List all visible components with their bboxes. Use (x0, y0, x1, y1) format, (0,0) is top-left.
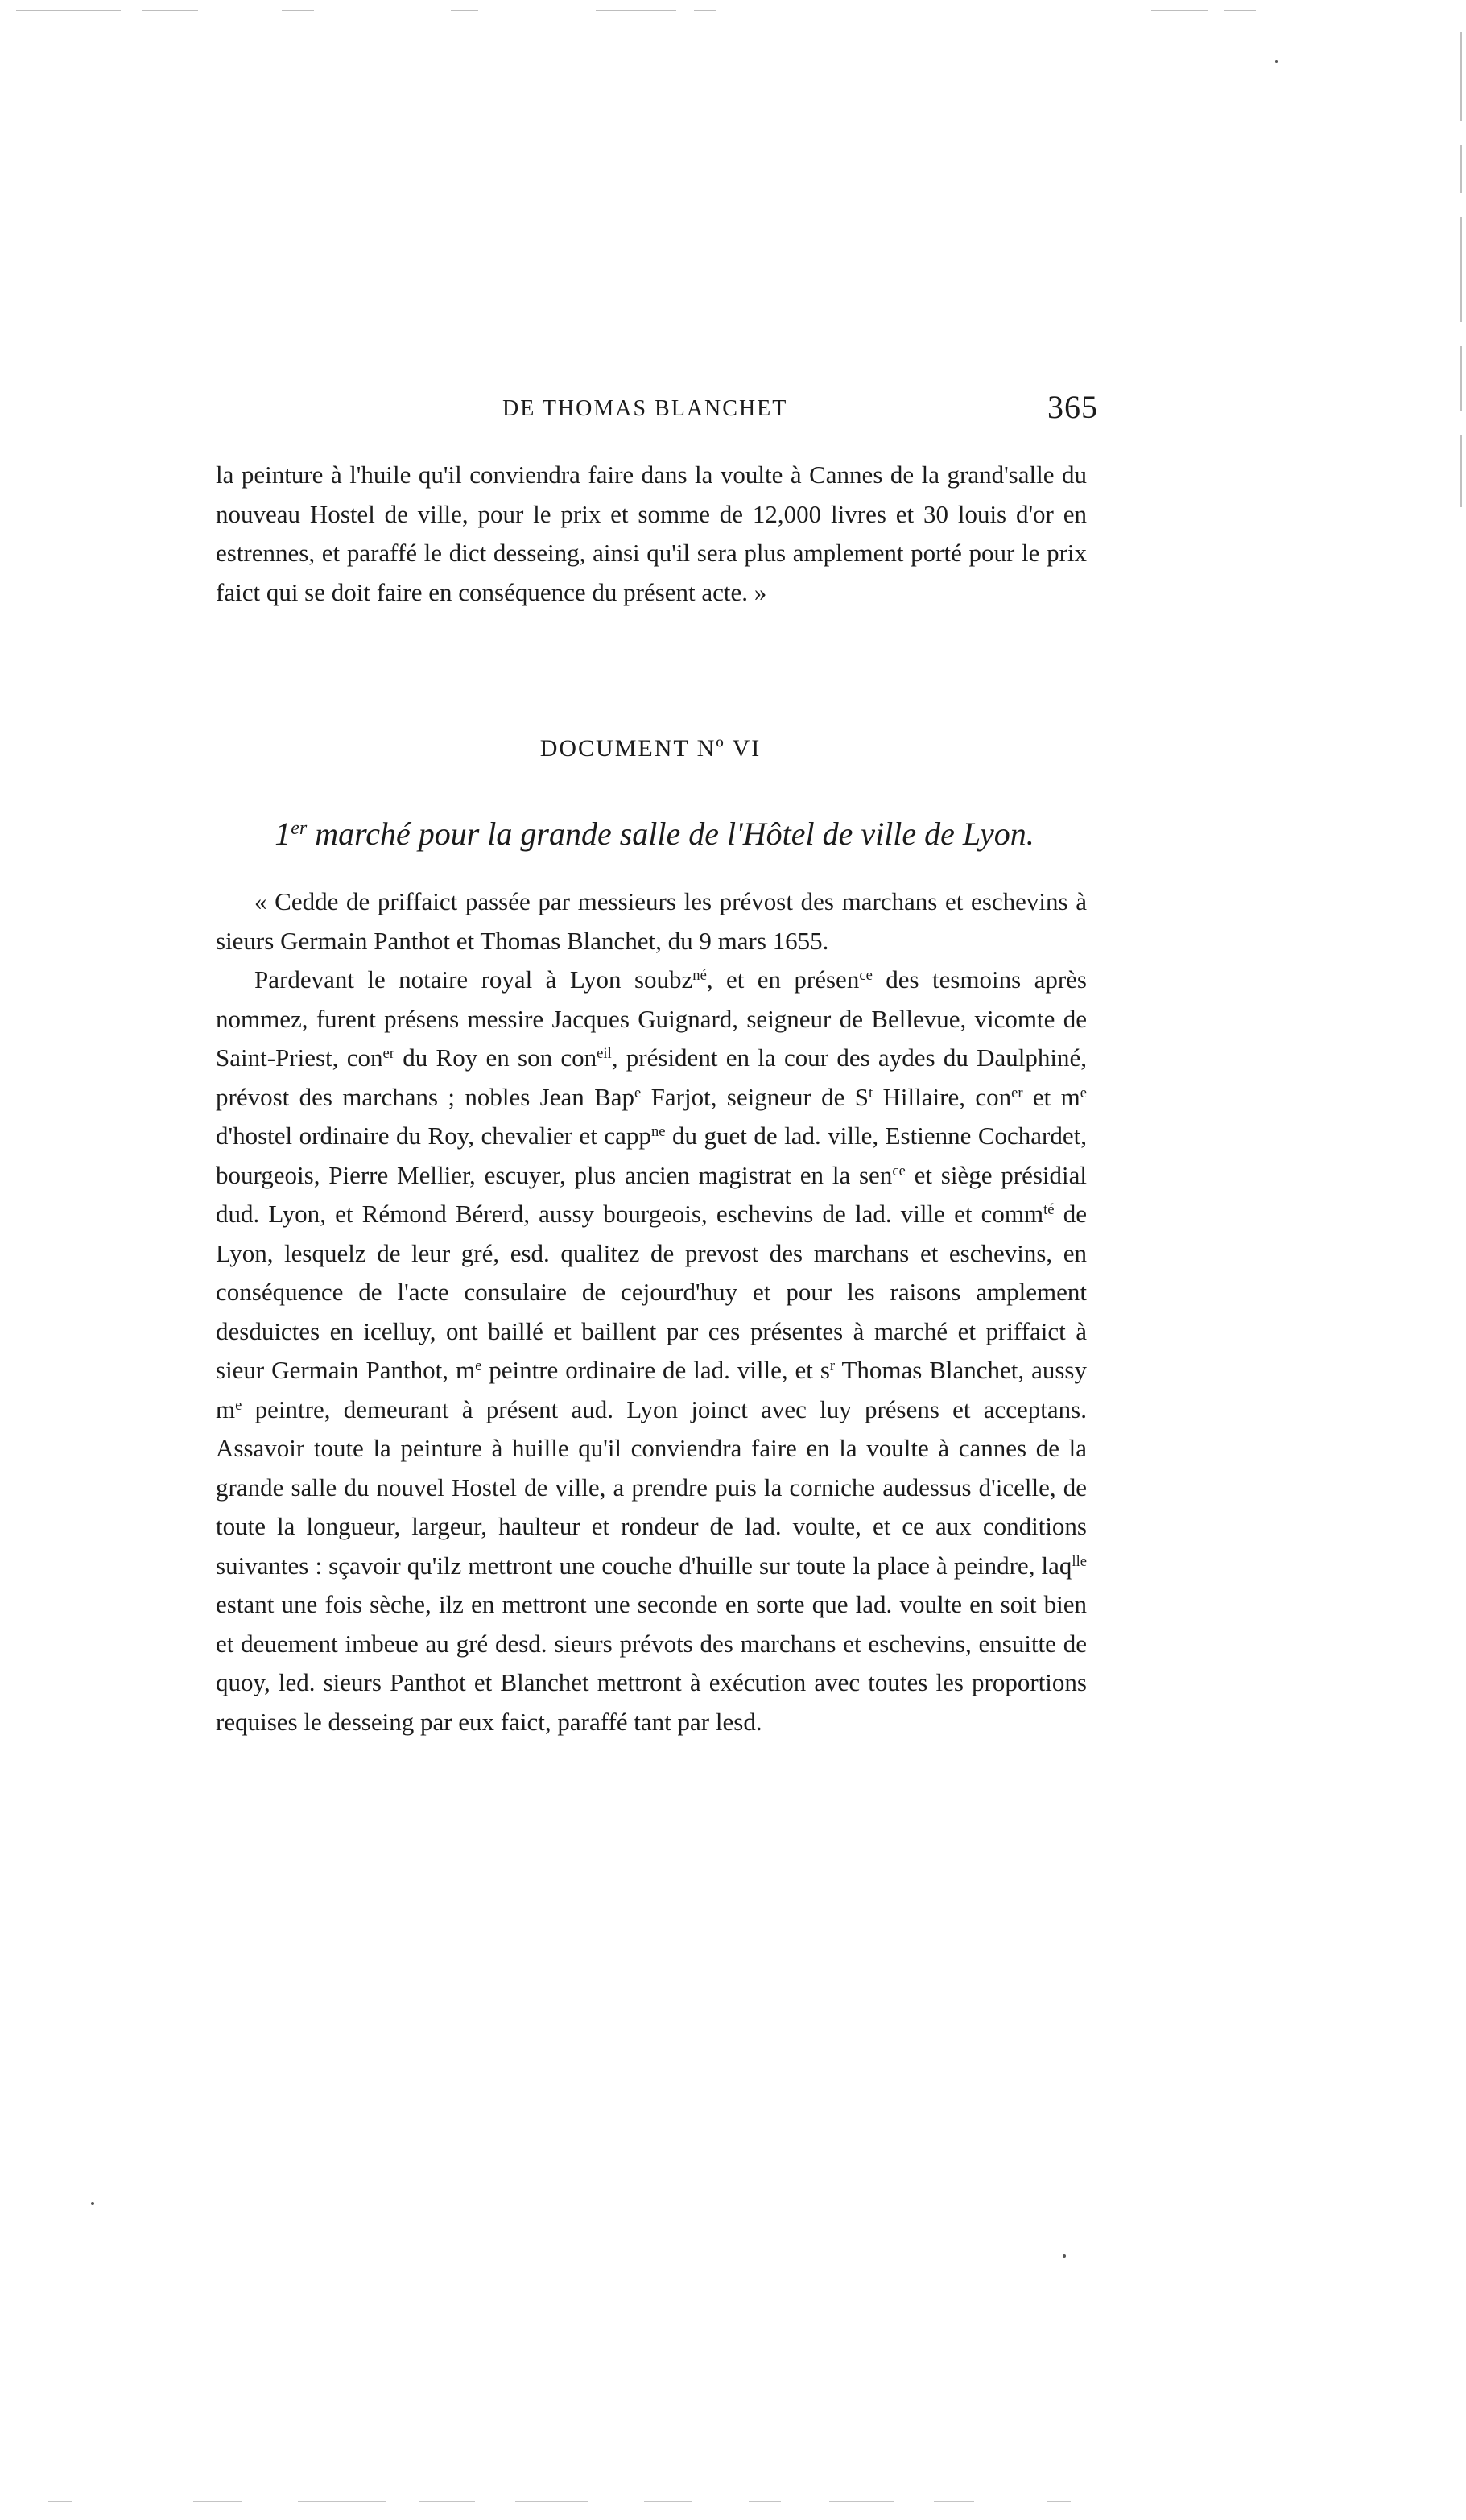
running-head (216, 388, 1105, 436)
page-number: 365 (1047, 389, 1098, 425)
scan-edge-bottom (0, 2494, 1466, 2510)
running-head-title: DE THOMAS BLANCHET (502, 396, 788, 421)
intro-paragraph: la peinture à l'huile qu'il conviendra faire dans la voulte à Cannes de la grand'salle du nouveau Hostel de ville, pour le prix et somme de 12,000 livres et 30 louis d'or en estrennes, et paraffé le dict desseing, ainsi qu'il sera plus amplement porté pour le prix faict qui se doit faire en conséquence du présent acte. » (216, 461, 1087, 606)
document-subtitle: 1er marché pour la grande salle de l'Hôtel de ville de Lyon. (275, 816, 1034, 852)
document-heading: DOCUMENT Nº VI (539, 735, 762, 762)
scan-speck (1275, 60, 1278, 63)
scan-speck (91, 2202, 94, 2205)
scan-edge-right (1460, 24, 1463, 507)
contract-title-paragraph: « Cedde de priffaict passée par messieurs les prévost des marchans et eschevins à sieurs Germain Panthot et Thomas Blanchet, du 9 mars 1655. (216, 887, 1087, 955)
scan-edge-top (0, 0, 1466, 32)
scan-speck (1063, 2254, 1066, 2258)
contract-body-paragraph: Pardevant le notaire royal à Lyon soubz$^{né}$, et en présen$^{ce}$ des tesmoins après nommez, furent présens messire Jacques Guignard, seigneur de Bellevue, vicomte de Saint-Priest, con$^{er}$ du Roy en son con$^{eil}$, président en la cour des aydes du Daulphiné, prévost des marchans ; nobles Jean Bap$^e$ Farjot, seigneur de $S^t$ Hillaire, con$^{er}$ et $m^e$ d'hostel ordinaire du Roy, chevalier et capp$^{ne}$ du guet de lad. ville, Estienne Cochardet, bourgeois, Pierre Mellier, escuyer, plus ancien magistrat en la sen$^{ce}$ et siège présidial dud. Lyon, et Rémond Bérerd, aussy bourgeois, eschevins de lad. ville et comm$^{té}$ de Lyon, lesquelz de leur gré, esd. qualitez de prevost des marchans et eschevins, en conséquence de l'acte consulaire de cejourd'huy et pour les raisons amplement desduictes en icelluy, ont baillé et baillent par ces présentes à marché et priffaict à sieur Germain Panthot, $m^e$ peintre ordinaire de lad. ville, et $s^r$ Thomas Blanchet, aussy $m^e$ peintre, demeurant à présent aud. Lyon joinct avec luy présens et acceptans. Assavoir toute la peinture à huille qu'il conviendra faire en la voulte à cannes de la grande salle du nouvel Hostel de ville, a prendre puis la corniche audessus d'icelle, de toute la longueur, largeur, haulteur et rondeur de lad. voulte, et ce aux conditions suivantes : sçavoir qu'ilz mettront une couche d'huille sur toute la place à peindre, laq$^{lle}$ estant une fois sèche, ilz en mettront une seconde en sorte que lad. voulte en soit bien et deuement imbeue au gré desd. sieurs prévots des marchans et eschevins, ensuitte de quoy, led. sieurs Panthot et Blanchet mettront à exécution avec toutes les proportions requises le desseing par eux faict, paraffé tant par lesd. (216, 965, 1088, 1736)
contract-text (216, 882, 1087, 1741)
